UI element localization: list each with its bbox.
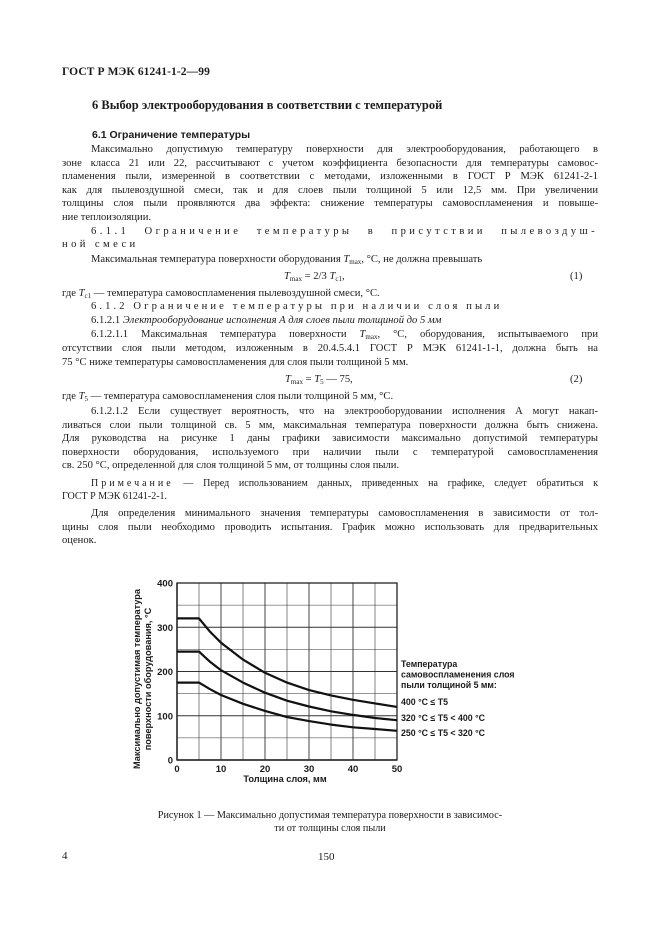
text-line: зоне класса 21 или 22, рассчитывают с учетом коэффициента безопасности для температуры самовос- (62, 158, 598, 169)
text-line: св. 250 °С, определенной для слоя толщиной 5 мм, от толщины слоя пыли. (62, 460, 400, 471)
text-line: щины слоя пыли необходимо проводить испытания. График можно использовать для предварительных (62, 522, 598, 533)
y-axis-label-line: Максимально допустимая температура (132, 588, 142, 770)
where-1: где $T_{c1}$ — температура самовоспламенения пылевоздушной смеси, °С. (62, 288, 380, 300)
legend-title-line: самовоспламенения слоя (401, 669, 515, 680)
y-tick-label: 0 (167, 755, 173, 767)
y-tick-labels (157, 579, 173, 767)
clause-6-1-2-1-heading: 6.1.2.1 Электрооборудование исполнения А для слоев пыли толщиной до 5 мм (91, 315, 442, 326)
text-line: как для пылевоздушной смеси, так и для слоев пыли толщиной 5 или 12,5 мм. При увеличении (62, 185, 598, 196)
chart-grid (177, 583, 397, 760)
text-line: Для определения минимального значения температуры самовоспламенения в зависимости от тол- (91, 508, 598, 519)
clause-6-1-1-heading-cont: ной смеси (62, 239, 139, 250)
page-number-center: 150 (318, 851, 335, 863)
page-number-left: 4 (62, 850, 68, 862)
y-tick-label: 200 (157, 667, 173, 678)
note-line1: Примечание — Перед использованием данных, приведенных на графике, следует обратиться к (91, 478, 598, 489)
text-line: оценок. (62, 535, 97, 546)
text-line: ние теплоизоляции. (62, 212, 152, 223)
figure-caption-line2: ти от толщины слоя пыли (274, 823, 386, 834)
clause-6-1-2-heading: 6.1.2 Ограничение температуры при наличии слоя пыли (91, 301, 503, 312)
x-tick-label: 0 (174, 764, 180, 775)
document-header: ГОСТ Р МЭК 61241-1-2—99 (62, 66, 210, 78)
legend-title-line: пыли толщиной 5 мм: (401, 680, 497, 690)
text-line: Максимально допустимую температуру поверхности для электрооборудования, работающего в (91, 144, 598, 155)
x-tick-label: 20 (259, 764, 271, 775)
legend-entry: 400 °С ≤ T5 (401, 697, 448, 707)
text-line: поверхности оборудования, используемого при наличии пыли с температурой самовоспламенения (62, 447, 598, 458)
y-axis-label-line: поверхности оборудования, °С (143, 607, 153, 751)
temperature-chart (120, 574, 520, 789)
text-line: Для руководства на рисунке 1 даны графики зависимости максимально допустимой температуры (62, 433, 598, 444)
legend-title-line: Температура (401, 659, 458, 669)
legend-entry: 320 °С ≤ T5 < 400 °С (401, 713, 485, 723)
text-line: отсутствии слоя пыли методом, изложенным в 20.4.5.4.1 ГОСТ Р МЭК 61241-1-1, должна быть на (62, 343, 598, 354)
y-tick-label: 100 (157, 711, 173, 723)
y-tick-label: 300 (157, 622, 173, 634)
y-tick-label: 400 (157, 578, 173, 590)
equation-number-2: (2) (570, 374, 583, 385)
x-tick-label: 40 (347, 764, 359, 775)
clause-6-1-1-heading: 6.1.1 Ограничение температуры в присутствии пылевоздуш- (91, 226, 598, 237)
text-line: 75 °С ниже температуры самовоспламенения для слоя пыли толщиной 5 мм. (62, 357, 409, 368)
text-line: пламенения пыли, измеренной в соответствии с методами, изложенными в ГОСТ Р МЭК 61241-2-1 (62, 171, 598, 182)
clause-6-1-2-1-1-line1: 6.1.2.1.1 Максимальная температура поверхности $T_{max}$, °С, оборудования, испытываемого при (91, 329, 599, 341)
where-2: где $T_5$ — температура самовоспламенения слоя пыли толщиной 5 мм, °С. (62, 391, 394, 403)
subsection-title: 6.1 Ограничение температуры (92, 129, 251, 141)
clause-6-1-1-text: Максимальная температура поверхности оборудования $T_{max}$, °С, не должна превышать (91, 254, 483, 266)
note-line2: ГОСТ Р МЭК 61241-2-1. (62, 491, 168, 502)
x-tick-label: 10 (215, 764, 227, 775)
legend-entry: 250 °С ≤ T5 < 320 °С (401, 728, 485, 738)
text-line: 6.1.2.1.2 Если существует вероятность, что на электрооборудовании исполнения А могут накап- (91, 406, 598, 417)
section-title: 6 Выбор электрооборудования в соответствии с температурой (92, 98, 443, 112)
x-tick-label: 30 (303, 764, 315, 775)
y-axis-label (132, 588, 153, 769)
formula-2: $T_{max} = T_5$ — 75, (285, 374, 353, 386)
formula-1: $T_{max} = 2/3$ $T_{c1}$, (284, 271, 345, 283)
x-axis-label: Толщина слоя, мм (243, 774, 327, 784)
text-line: толщины слоя пыли проявляются два эффекта: снижение температуры самовоспламенения и повыше- (62, 198, 598, 209)
chart-legend (401, 659, 515, 738)
figure-caption-line1: Рисунок 1 — Максимально допустимая температура поверхности в зависимос- (157, 810, 503, 821)
text-line: ливаться слои пыли толщиной св. 5 мм, максимальная температура поверхности должна быть снижена. (62, 420, 598, 431)
equation-number-1: (1) (570, 271, 583, 282)
x-tick-label: 50 (391, 764, 403, 775)
